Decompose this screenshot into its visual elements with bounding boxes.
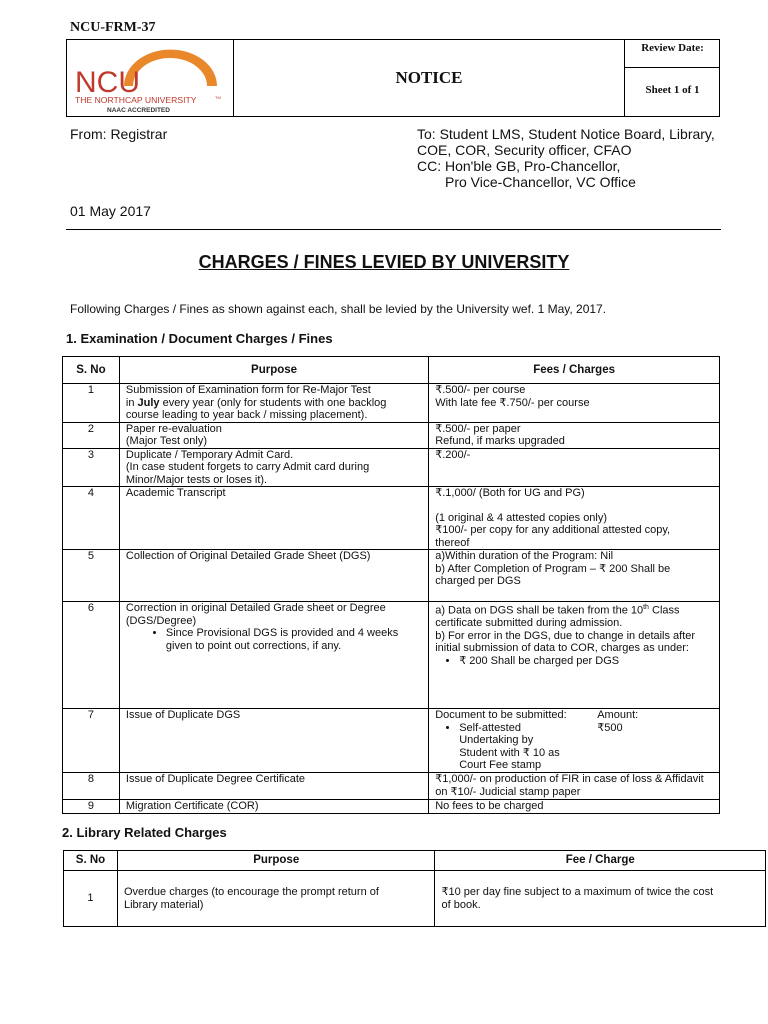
fee-text: a) Data on DGS shall be taken from the 10 (435, 604, 644, 617)
row-fees (429, 384, 720, 423)
fee-line: ₹1,000/- on production of FIR in case of loss & Affidavit (435, 773, 704, 785)
fee-line: ₹.500/- per paper (435, 422, 521, 435)
ncu-logo (69, 42, 231, 116)
fee-line: ₹100/- per copy for any additional attested copy, (435, 524, 671, 536)
library-charges-table (63, 850, 766, 927)
col-header-purpose: Purpose (117, 851, 435, 871)
sheet-label: Sheet 1 of 1 (645, 84, 700, 96)
bullet-text: Student with ₹ 10 as (459, 746, 560, 759)
table-row (63, 448, 720, 487)
table-header-row (64, 851, 766, 871)
bullet-text: Court Fee stamp (459, 759, 542, 771)
fee-superscript: th (643, 604, 649, 611)
row-sno: 2 (63, 422, 120, 448)
purpose-bold: July (137, 396, 160, 409)
bullet-item (166, 627, 422, 652)
fee-line: charged per DGS (435, 575, 521, 587)
table-row (63, 709, 720, 773)
fee-line: (1 original & 4 attested copies only) (435, 511, 608, 524)
col-header-sno: S. No (64, 851, 118, 871)
purpose-line: Issue of Duplicate DGS (125, 709, 241, 721)
purpose-line: Collection of Original Detailed Grade Sheet (DGS) (125, 550, 371, 562)
fee-line: With late fee ₹.750/- per course (435, 396, 590, 409)
table-row (64, 871, 766, 927)
bullet-item: • ₹ 200 Shall be charged per DGS (459, 655, 713, 668)
purpose-line: (DGS/Degree) (125, 614, 197, 627)
section-1-title: 1. Examination / Document Charges / Fines (66, 331, 333, 346)
fee-line: ₹.500/- per course (435, 384, 526, 396)
purpose-line: Overdue charges (to encourage the prompt return of (123, 886, 379, 898)
fee-line: No fees to be charged (435, 800, 544, 812)
fee-bullets (435, 655, 713, 668)
logo-university: THE NORTHCAP UNIVERSITY (75, 95, 197, 105)
row-fees (435, 871, 766, 927)
row-fees (429, 422, 720, 448)
logo-accreditation: NAAC ACCREDITED (107, 107, 170, 114)
table-row (63, 422, 720, 448)
purpose-line (126, 397, 422, 410)
purpose-line: (Major Test only) (125, 435, 207, 447)
logo-text: NCU (75, 66, 140, 99)
fee-line: a)Within duration of the Program: Nil (435, 550, 614, 562)
purpose-text: every year (only for students with one backlog (159, 396, 387, 409)
row-fees (429, 602, 720, 709)
amount-label: Amount: (597, 709, 639, 721)
purpose-line: Paper re-evaluation (125, 422, 222, 435)
purpose-line: Correction in original Detailed Grade sheet or Degree (125, 602, 386, 614)
purpose-text: in (125, 396, 138, 409)
from-line: From: Registrar (70, 126, 168, 142)
fee-line: on ₹10/- Judicial stamp paper (435, 785, 581, 798)
logo-tm: TM (215, 95, 221, 100)
purpose-line: Issue of Duplicate Degree Certificate (125, 773, 306, 785)
cc-line-2: Pro Vice-Chancellor, VC Office (445, 174, 636, 190)
cc-line-1: CC: Hon'ble GB, Pro-Chancellor, (417, 158, 621, 174)
col-header-fee: Fee / Charge (435, 851, 766, 871)
form-code: NCU-FRM-37 (70, 20, 156, 35)
purpose-line: Minor/Major tests or loses it). (125, 473, 268, 486)
row-purpose (119, 422, 428, 448)
row-purpose (119, 550, 428, 602)
purpose-line: Submission of Examination form for Re-Major Test (125, 384, 371, 396)
row-fees (429, 773, 720, 800)
row-fees (429, 550, 720, 602)
main-title: CHARGES / FINES LEVIED BY UNIVERSITY (198, 252, 570, 272)
notice-header (66, 39, 720, 117)
row-fees (429, 448, 720, 487)
col-header-sno: S. No (63, 357, 120, 384)
table-row (63, 550, 720, 602)
row-sno: 8 (63, 773, 120, 800)
bullet-text: Self-attested (459, 721, 521, 734)
purpose-line: Migration Certificate (COR) (125, 800, 259, 812)
purpose-line: Duplicate / Temporary Admit Card. (125, 448, 294, 461)
document-label: Document to be submitted: (435, 709, 567, 721)
table-header-row (63, 357, 720, 384)
fee-line: ₹.200/- (435, 448, 471, 461)
to-line-1: To: Student LMS, Student Notice Board, Library, (417, 126, 715, 142)
table-row (63, 384, 720, 423)
purpose-bullets (126, 627, 422, 652)
divider (66, 229, 721, 230)
amount-value: ₹500 (597, 721, 623, 734)
row-sno: 5 (63, 550, 120, 602)
fee-line: b) After Completion of Program – ₹ 200 Shall be (435, 562, 671, 575)
row-sno: 3 (63, 448, 120, 487)
fee-detail (435, 722, 713, 772)
fee-text: Class (648, 604, 680, 617)
table-row (63, 602, 720, 709)
fee-line: b) For error in the DGS, due to change in details after (435, 629, 696, 642)
fee-line (435, 602, 713, 617)
row-fees (429, 487, 720, 550)
row-sno: 9 (63, 800, 120, 814)
fee-line: ₹10 per day fine subject to a maximum of twice the cost (441, 886, 714, 898)
notice-title: NOTICE (395, 68, 463, 87)
row-purpose (119, 709, 428, 773)
col-header-fees: Fees / Charges (429, 357, 720, 384)
table-row (63, 800, 720, 814)
notice-cell (234, 40, 625, 116)
row-purpose (119, 800, 428, 814)
section-2-title: 2. Library Related Charges (62, 825, 227, 840)
purpose-line: Library material) (123, 898, 204, 911)
row-purpose (119, 448, 428, 487)
row-purpose (119, 602, 428, 709)
fee-line: ₹.1,000/ (Both for UG and PG) (435, 487, 585, 499)
row-fees (429, 800, 720, 814)
to-line-2: COE, COR, Security officer, CFAO (417, 142, 632, 158)
row-sno: 4 (63, 487, 120, 550)
table-row (63, 773, 720, 800)
bullet-text: given to point out corrections, if any. (165, 639, 342, 652)
review-cell (625, 40, 720, 116)
fee-line: certificate submitted during admission. (435, 617, 623, 630)
fee-line: thereof (435, 536, 470, 549)
row-sno: 7 (63, 709, 120, 773)
fee-line: of book. (441, 898, 481, 911)
intro-text: Following Charges / Fines as shown against each, shall be levied by the University wef. 1 May, 2017. (70, 302, 607, 316)
purpose-line: (In case student forgets to carry Admit card during (125, 461, 370, 473)
row-purpose (117, 871, 435, 927)
bullet-text: Since Provisional DGS is provided and 4 weeks (165, 627, 399, 639)
fee-line: Refund, if marks upgraded (435, 435, 565, 447)
row-sno: 1 (63, 384, 120, 423)
row-purpose (119, 487, 428, 550)
fee-line: initial submission of data to COR, charges as under: (435, 642, 689, 655)
bullet-item (459, 722, 597, 772)
col-header-purpose: Purpose (119, 357, 428, 384)
row-sno: 1 (64, 871, 118, 927)
notice-date: 01 May 2017 (70, 203, 151, 219)
logo-cell (67, 40, 234, 116)
exam-charges-table (62, 356, 720, 814)
table-row (63, 487, 720, 550)
document-bullets (435, 722, 597, 772)
purpose-line: course leading to year back / missing placement). (125, 409, 368, 421)
review-date-label: Review Date: (625, 40, 720, 68)
purpose-line: Academic Transcript (125, 487, 226, 499)
row-purpose (119, 773, 428, 800)
bullet-text: Undertaking by (459, 734, 534, 746)
row-sno: 6 (63, 602, 120, 709)
spacer (435, 500, 713, 512)
fee-header-line (435, 709, 713, 722)
row-fees (429, 709, 720, 773)
row-purpose (119, 384, 428, 423)
